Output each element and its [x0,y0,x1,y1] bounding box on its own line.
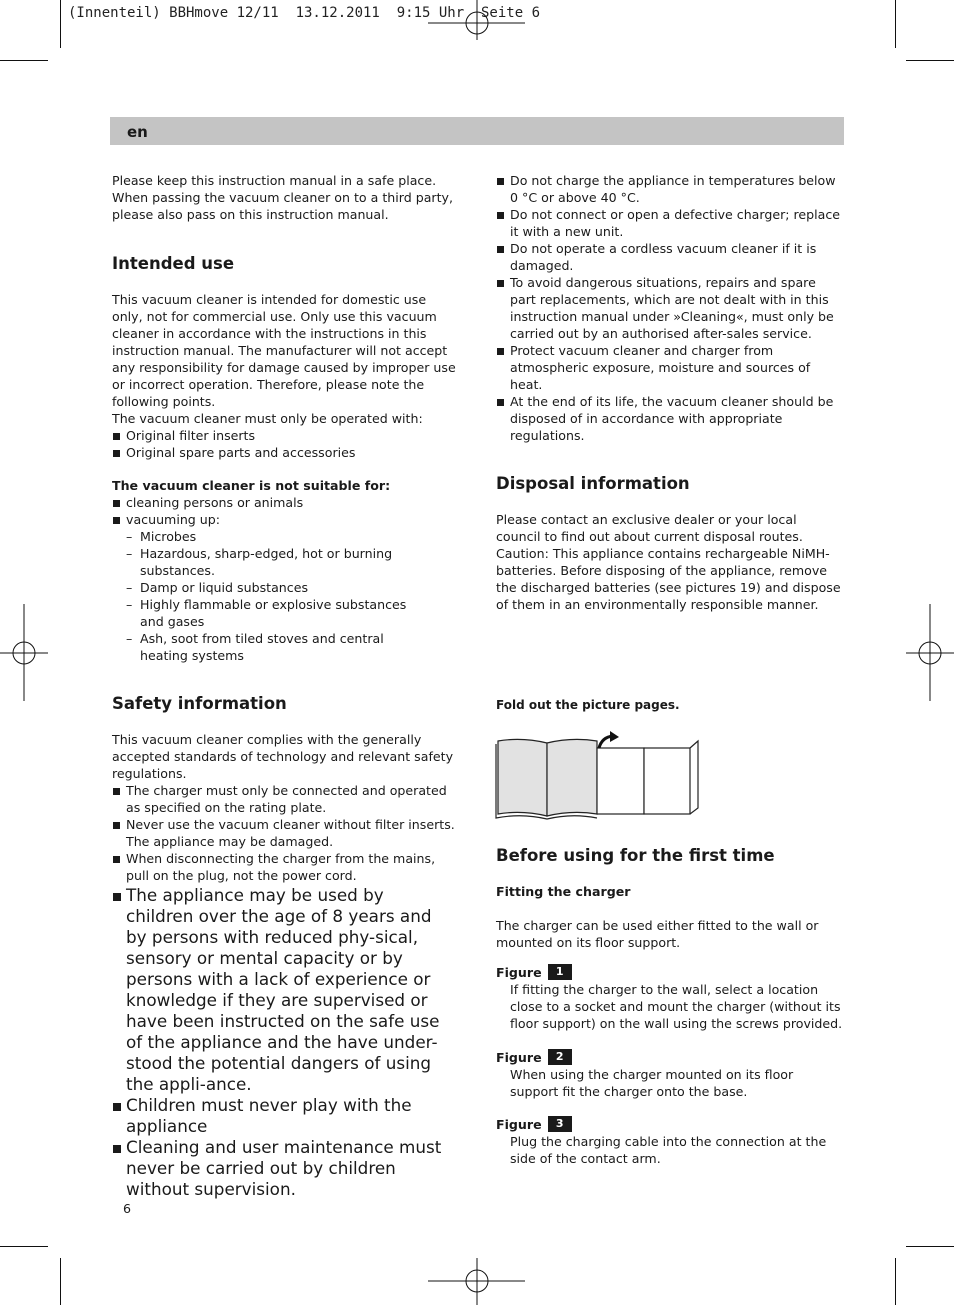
figure-1-text: If fitting the charger to the wall, select a location close to a socket and mount the charger (without its floor support) on the wall using the screws provided. [510,982,843,1031]
figure-2-block [496,1049,844,1100]
figure-label: Figure [496,1117,542,1132]
list-item: Never use the vacuum cleaner without filter inserts. The appliance may be damaged. [112,816,460,850]
figure-3-block [496,1116,844,1167]
list-item: Children must never play with the appliance [112,1095,456,1137]
figure-1-block [496,964,844,1032]
safety-list [112,782,460,884]
intended-use-paragraph: This vacuum cleaner is intended for domestic use only, not for commercial use. Only use this vacuum cleaner in accordance with the instructions in this instruction manual. The manufacturer will not accept any responsibility for damage caused by improper use or incorrect operation. Therefore, please note the following points. [112,292,456,409]
list-item: Do not connect or open a defective charger; replace it with a new unit. [496,206,844,240]
figure-3-text: Plug the charging cable into the connection at the side of the contact arm. [510,1134,827,1166]
language-band [110,117,844,145]
list-item: The charger must only be connected and operated as specified on the rating plate. [112,782,460,816]
list-item: To avoid dangerous situations, repairs and spare part replacements, which are not dealt with in this instruction manual under »Cleaning«, must only be carried out by an authorised after-sales service. [496,274,844,342]
list-item: – Hazardous, sharp-edged, hot or burning substances. [112,545,412,579]
fitting-charger-paragraph: The charger can be used either fitted to the wall or mounted on its floor support. [496,918,819,950]
operated-with-text: The vacuum cleaner must only be operated with: [112,411,423,426]
figure-number-badge: 2 [548,1049,572,1065]
not-suitable-heading: The vacuum cleaner is not suitable for: [112,478,391,493]
list-item: Do not charge the appliance in temperatures below 0 °C or above 40 °C. [496,172,844,206]
figure-label: Figure [496,965,542,980]
list-item: Original filter inserts [112,427,457,444]
fold-out-note: Fold out the picture pages. [496,698,680,712]
registration-mark-top [428,0,528,40]
list-item: – Ash, soot from tiled stoves and central heating systems [112,630,412,664]
registration-mark-right [906,604,954,701]
intended-use-body [112,291,457,461]
disposal-heading: Disposal information [496,474,690,493]
safety-list-continued [496,172,844,444]
list-item: Protect vacuum cleaner and charger from atmospheric exposure, moisture and sources of heat. [496,342,844,393]
not-suitable-block [112,477,457,664]
list-item: – Microbes [112,528,412,545]
list-item: Do not operate a cordless vacuum cleaner if it is damaged. [496,240,844,274]
page-number: 6 [123,1201,132,1216]
list-item: At the end of its life, the vacuum cleaner should be disposed of in accordance with appropriate regulations. [496,393,844,444]
registration-mark-left [0,604,48,701]
safety-heading: Safety information [112,694,287,713]
list-item: cleaning persons or animals [112,494,457,511]
list-item: Cleaning and user maintenance must never be carried out by children without supervision. [112,1137,456,1200]
vacuum-sub-list [112,528,412,664]
print-slug: (Innenteil) BBHmove 12/11 13.12.2011 9:15 Uhr Seite 6 [68,5,541,21]
figure-2-text: When using the charger mounted on its floor support fit the charger onto the base. [510,1067,794,1099]
figure-label: Figure [496,1050,542,1065]
operated-with-list [112,427,457,461]
list-item: vacuuming up: [112,511,457,528]
safety-paragraph: This vacuum cleaner complies with the generally accepted standards of technology and relevant safety regulations. [112,732,454,781]
disposal-paragraph: Please contact an exclusive dealer or your local council to find out about current disposal routes. Caution: This appliance contains rechargeable NiMH-batteries. Before disposing of the appliance, remove the discharged batteries (see pictures 19) and dispose of them in an environmentally responsible manner. [496,512,841,612]
list-item: – Damp or liquid substances [112,579,412,596]
safety-body [112,731,460,1200]
fitting-charger-subheading: Fitting the charger [496,884,631,899]
safety-children-list [112,885,456,1200]
intro-paragraph: Please keep this instruction manual in a safe place. When passing the vacuum cleaner on to a third party, please also pass on this instruction manual. [112,173,453,222]
first-use-heading: Before using for the first time [496,846,775,865]
figure-number-badge: 1 [548,964,572,980]
list-item: When disconnecting the charger from the mains, pull on the plug, not the power cord. [112,850,460,884]
language-tag: en [127,123,148,141]
intended-use-heading: Intended use [112,254,235,273]
list-item: Original spare parts and accessories [112,444,457,461]
fold-out-pages-illustration [494,728,704,820]
list-item: – Highly flammable or explosive substances and gases [112,596,412,630]
list-item: The appliance may be used by children over the age of 8 years and by persons with reduced phy-sical, sensory or mental capacity or by persons with a lack of experience or knowledge if they are supervised or have been instructed on the safe use of the appliance and the have under-stood the potential dangers of using the appli-ance. [112,885,456,1095]
not-suitable-list [112,494,457,528]
figure-number-badge: 3 [548,1116,572,1132]
registration-mark-bottom [428,1258,528,1305]
